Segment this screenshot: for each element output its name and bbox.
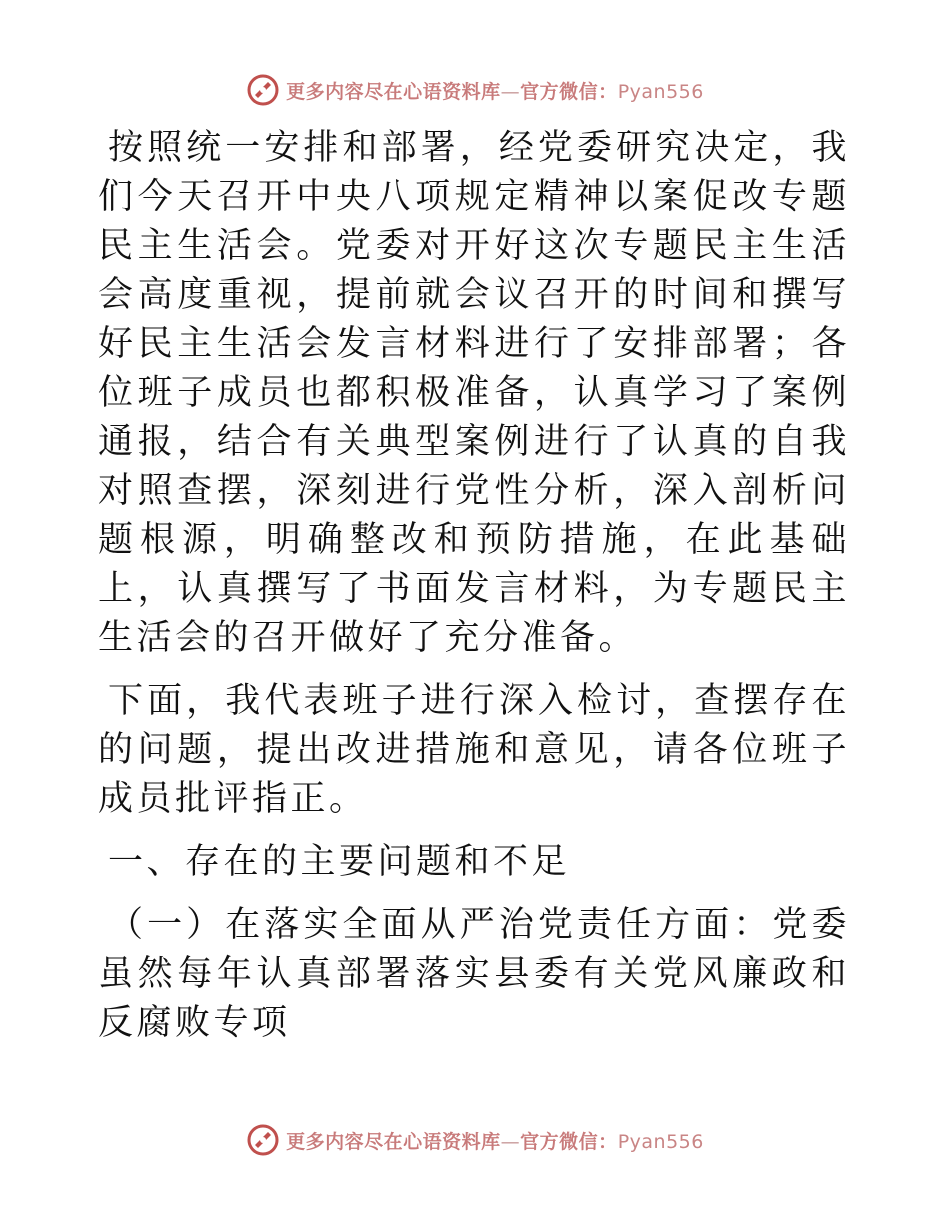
watermark-handle: Pyan556 bbox=[617, 80, 704, 103]
watermark-logo-icon bbox=[246, 73, 280, 107]
watermark-handle: Pyan556 bbox=[617, 1130, 704, 1153]
watermark-separator: — bbox=[500, 1130, 521, 1153]
watermark-site-name: 更多内容尽在心语资料库 bbox=[286, 80, 501, 103]
subsection-paragraph: （一）在落实全面从严治党责任方面：党委虽然每年认真部署落实县委有关党风廉政和反腐败专项 bbox=[98, 905, 850, 1043]
watermark-text bbox=[286, 1127, 704, 1154]
watermark-site-name: 更多内容尽在心语资料库 bbox=[286, 1130, 501, 1153]
watermark-text bbox=[286, 77, 704, 104]
watermark-official-label: 官方微信： bbox=[520, 80, 618, 103]
footer-watermark bbox=[0, 1120, 950, 1160]
watermark-separator: — bbox=[500, 80, 521, 103]
document-body bbox=[98, 124, 850, 1048]
section-heading: 一、存在的主要问题和不足 bbox=[108, 842, 571, 882]
review-paragraph: 下面，我代表班子进行深入检讨，查摆存在的问题，提出改进措施和意见，请各位班子成员批评指正。 bbox=[98, 681, 850, 819]
watermark-official-label: 官方微信： bbox=[520, 1130, 618, 1153]
watermark-logo-icon bbox=[246, 1123, 280, 1157]
intro-paragraph: 按照统一安排和部署，经党委研究决定，我们今天召开中央八项规定精神以案促改专题民主生活会。党委对开好这次专题民主生活会高度重视，提前就会议召开的时间和撰写好民主生活会发言材料进行了安排部署；各位班子成员也都积极准备，认真学习了案例通报，结合有关典型案例进行了认真的自我对照查摆，深刻进行党性分析，深入剖析问题根源，明确整改和预防措施，在此基础上，认真撰写了书面发言材料，为专题民主生活会的召开做好了充分准备。 bbox=[98, 128, 850, 658]
header-watermark bbox=[0, 70, 950, 110]
